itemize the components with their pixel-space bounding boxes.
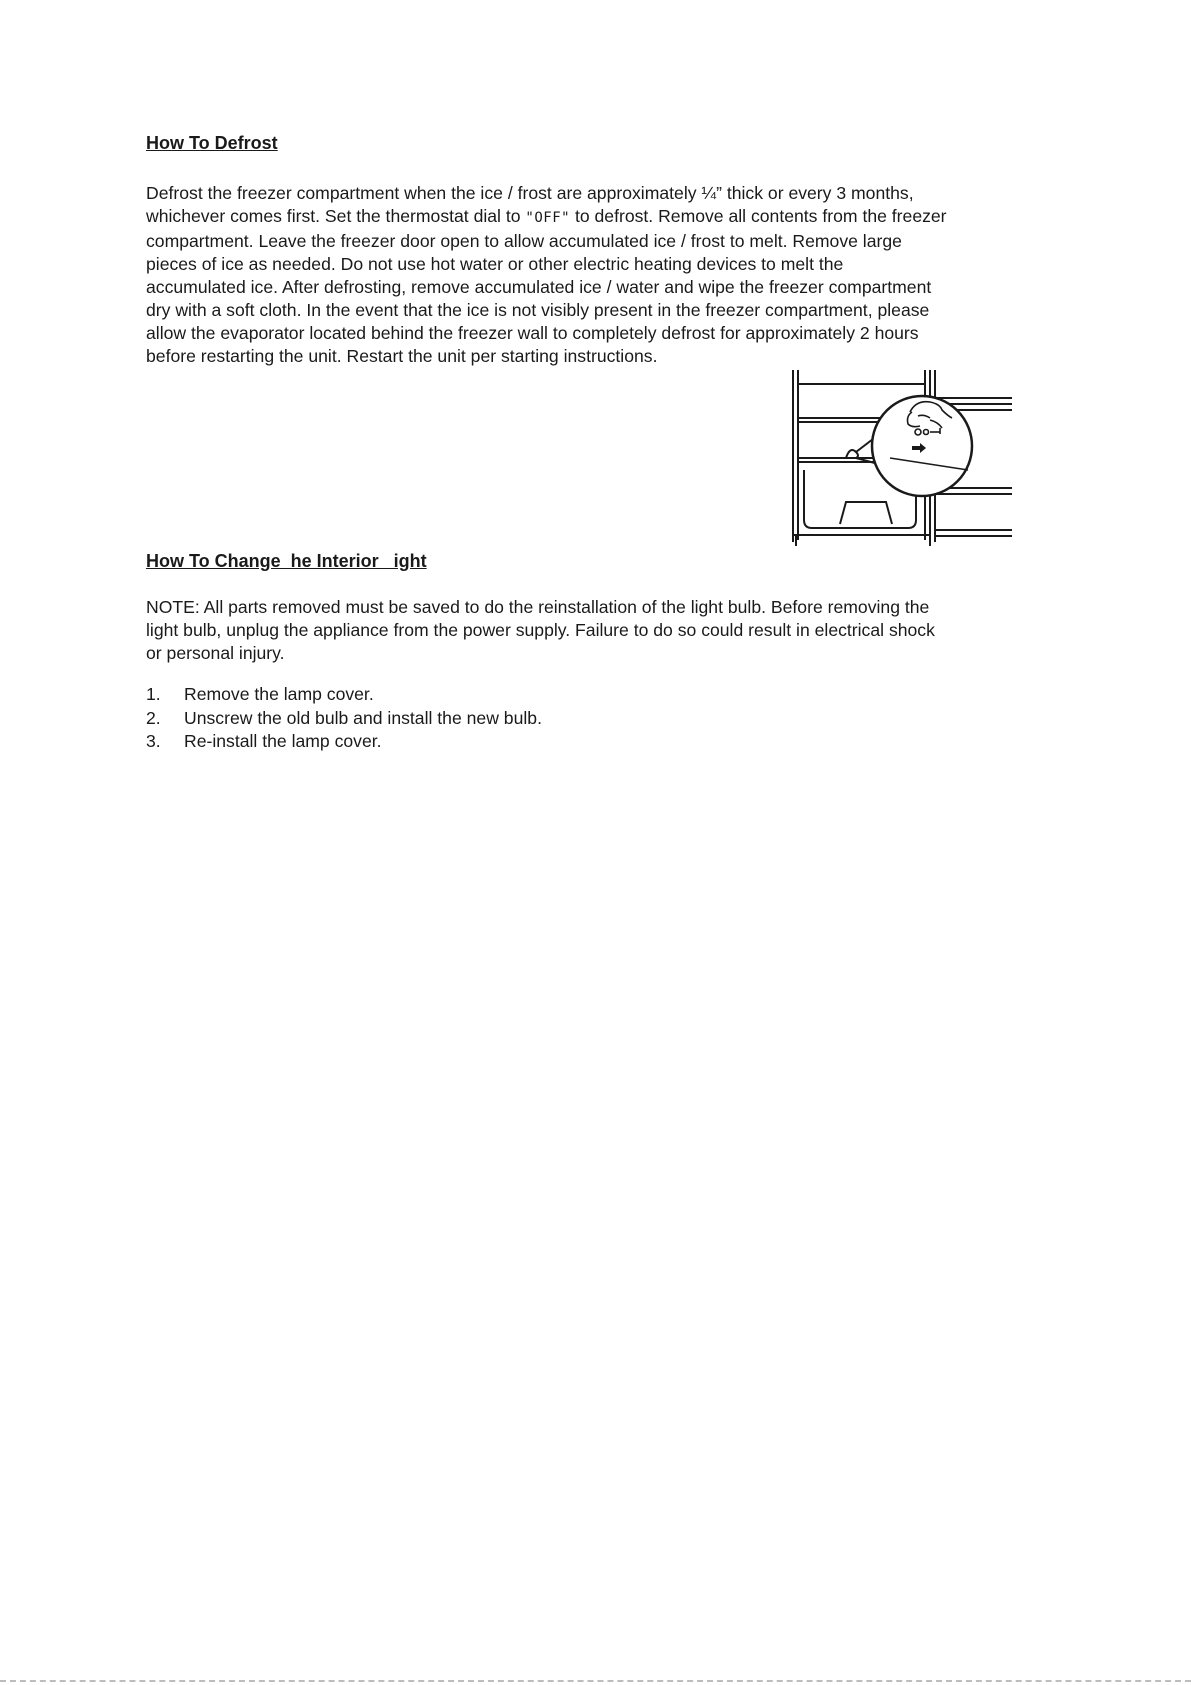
defrost-text-part1: Defrost the freezer compartment when the ice / frost are approximately ¼” thick or every 3 months, whichever comes first. Set the thermostat dial to	[146, 183, 914, 226]
step-number: 1.	[146, 684, 161, 704]
light-steps-list	[146, 683, 542, 754]
step-text: Unscrew the old bulb and install the new bulb.	[184, 707, 542, 728]
page-bottom-border	[0, 1680, 1191, 1682]
off-label: "OFF"	[525, 210, 571, 226]
list-item	[146, 730, 542, 754]
defrost-text-part2: to defrost. Remove all contents from the freezer compartment. Leave the freezer door open to allow accumulated ice / frost to melt. Remove large pieces of ice as needed. Do not use hot water or other electric heating devices to melt the accumulated ice. After defrosting, remove accumulated ice / water and wipe the freezer compartment dry with a soft cloth. In the event that the ice is not visibly present in the freezer compartment, please allow the evaporator located behind the freezer wall to completely defrost for approximately 2 hours before restarting the unit. Restart the unit per starting instructions.	[146, 206, 947, 366]
list-item	[146, 707, 542, 731]
list-item	[146, 683, 542, 707]
step-number: 3.	[146, 731, 161, 751]
step-text: Re-install the lamp cover.	[184, 731, 382, 751]
step-text: Remove the lamp cover.	[184, 684, 374, 704]
light-heading: How To Change he Interior ight	[146, 551, 427, 571]
freezer-thermostat-illustration	[790, 370, 1012, 546]
defrost-heading: How To Defrost	[146, 133, 278, 153]
defrost-paragraph	[146, 182, 1076, 368]
step-number: 2.	[146, 707, 161, 728]
light-note: NOTE: All parts removed must be saved to do the reinstallation of the light bulb. Before removing the light bulb, unplug the appliance from the power supply. Failure to do so could result in electrical shock or personal injury.	[146, 597, 935, 663]
